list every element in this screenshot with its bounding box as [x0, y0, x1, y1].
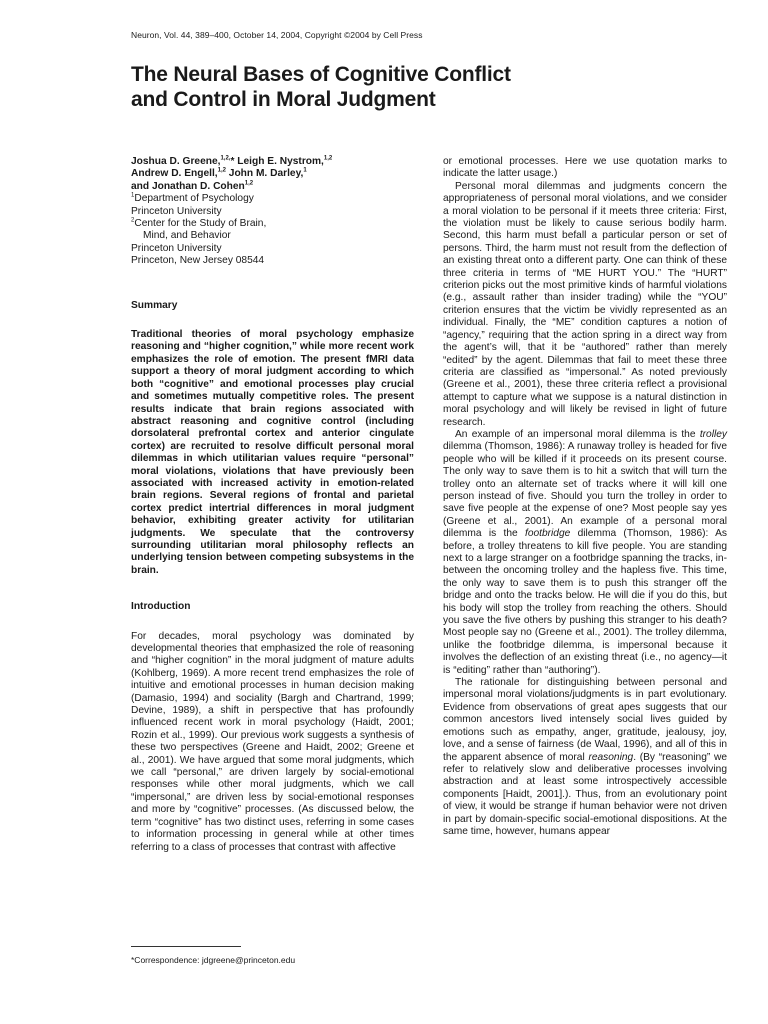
affiliation-line: Princeton University [131, 242, 222, 254]
corresponding-marker: * [230, 156, 235, 167]
affiliation-line: Mind, and Behavior [143, 230, 231, 242]
author-name: Leigh E. Nystrom, [234, 156, 324, 167]
affiliation-marker: 1,2 [323, 155, 333, 162]
affiliation-marker: 1,2, [220, 155, 231, 162]
correspondence-footnote: *Correspondence: jdgreene@princeton.edu [131, 955, 296, 965]
body-paragraph: Personal moral dilemmas and judgments concern the appropriateness of personal moral violations, and we consider a moral violation to be personal if it meets three criteria: First, the violation must be likely to cause serious bodily harm. Second, this harm must befall a particular person or set of persons. Third, the harm must not result from the deflection of an existing threat onto a different party. One can think of these three criteria in terms of “ME HURT YOU.” The “HURT” criterion picks out the most primitive kinds of harmful violations (e.g., assault rather than insider trading) while the “YOU” criterion ensures that the victim be vividly represented as an individual. Finally, the “ME” condition captures a notion of “agency,” requiring that the action spring in a direct way from the agent’s will, that it be “authored” rather than merely “edited” by the agent. Dilemmas that fail to meet these three criteria are classified as “impersonal.” As noted previously (Greene et al., 2001), these three criteria reflect a provisional attempt to capture what we suppose is a natural distinction in moral psychology and will likely be revised in light of future research. [443, 180, 727, 428]
left-column [131, 156, 414, 854]
summary-text: Traditional theories of moral psychology emphasize reasoning and “higher cognition,” while more recent work emphasizes the role of emotion. The present fMRI data support a theory of moral judgment according to which both “cognitive” and emotional processes play crucial and sometimes mutually competitive roles. The present results indicate that brain regions associated with abstract reasoning and cognitive control (including dorsolateral prefrontal cortex and anterior cingulate cortex) are recruited to resolve difficult personal moral dilemmas in which utilitarian values require “personal” moral violations, violations that have previously been associated with increased activity in emotion-related brain regions. Several regions of frontal and parietal cortex predict intertrial differences in moral judgment behavior, exhibiting greater activity for utilitarian judgments. We speculate that the controversy surrounding utilitarian moral philosophy reflects an underlying tension between competing subsystems in the brain. [131, 329, 414, 576]
italic-term: reasoning [588, 751, 634, 763]
italic-term: footbridge [524, 528, 571, 540]
body-paragraph: or emotional processes. Here we use quotation marks to indicate the latter usage.) [443, 156, 727, 180]
summary-heading: Summary [131, 299, 178, 311]
author-line-3 [131, 181, 414, 193]
affiliation-marker: 2 [131, 217, 135, 224]
affiliation-line: Princeton, New Jersey 08544 [131, 255, 265, 267]
title-line-1: The Neural Bases of Cognitive Conflict [131, 63, 511, 86]
affiliation-marker: 1 [131, 192, 135, 199]
author-line-1 [131, 156, 414, 168]
right-column [443, 156, 727, 838]
affiliation-line: Princeton University [131, 205, 222, 217]
footnote-rule [131, 946, 241, 947]
affiliation-marker: 1,2 [217, 168, 226, 175]
author-list [131, 156, 414, 193]
italic-term: trolley [699, 428, 727, 440]
introduction-paragraph: For decades, moral psychology was dominated by developmental theories that emphasized the role of reasoning and “higher cognition” in the moral judgment of mature adults (Kohlberg, 1969). A more recent trend emphasizes the role of intuitive and emotional processes in human decision making (Damasio, 1994) and sociality (Bargh and Chartrand, 1999; Devine, 1989), a shift in perspective that has profoundly influenced recent work in moral psychology (Haidt, 2001; Rozin et al., 1999). Our previous work suggests a synthesis of these two perspectives (Greene and Haidt, 2002; Greene et al., 2001). We have argued that some moral judgments, which we call “personal,” are driven largely by social-emotional responses while other moral judgments, which we call “impersonal,” are driven less by social-emotional responses and more by “cognitive” processes. (As discussed below, the term “cognitive” has two distinct uses, referring in some cases to information processing in general while at other times referring to a class of processes that contrast with affective [131, 630, 414, 853]
affiliation-marker: 1,2 [244, 180, 254, 187]
introduction-heading: Introduction [131, 601, 191, 613]
article-title [131, 62, 691, 112]
title-line-2: and Control in Moral Judgment [131, 88, 436, 111]
author-name: Andrew D. Engell, [131, 168, 218, 180]
body-paragraph: An example of an impersonal moral dilemma is the trolley dilemma (Thomson, 1986): A runaway trolley is headed for five people who will be killed if it proceeds on its present course. The only way to save them is to hit a switch that will turn the trolley onto an alternate set of tracks where it will kill one person instead of five. Should you turn the trolley in order to save five people at the expense of one? Most people say yes (Greene et al., 2001). An example of a personal moral dilemma is the footbridge dilemma (Thomson, 1986): As before, a trolley threatens to kill five people. You are standing next to a large stranger on a footbridge spanning the tracks, in-between the oncoming trolley and the hapless five. This time, the only way to save them is to push this stranger off the bridge and onto the tracks below. He will die if you do this, but his body will stop the trolley from reaching the others. Should you save the five others by pushing this stranger to his death? Most people say no (Greene et al., 2001). The trolley dilemma, unlike the footbridge dilemma, is impersonal because it involves the deflection of an existing threat (i.e., no agency—it is “editing” rather than “authoring”). [443, 428, 727, 676]
affiliation-line: Department of Psychology [134, 193, 254, 205]
author-name: John M. Darley, [225, 168, 304, 180]
body-paragraph: The rationale for distinguishing between personal and impersonal moral violations/judgments is in part evolutionary. Evidence from observations of great apes suggests that our common ancestors lived intensely social lives guided by emotions such as empathy, anger, gratitude, jealousy, joy, love, and a sense of fairness (de Waal, 1996), and all of this in the apparent absence of moral reasoning. (By “reasoning” we refer to relatively slow and deliberative processes involving abstraction and at least some introspectively accessible components [Haidt, 2001].). Thus, from an evolutionary point of view, it would be strange if human behavior were not driven in part by domain-specific social-emotional dispositions. At the same time, however, humans appear [443, 677, 727, 837]
affiliations [131, 193, 414, 267]
journal-citation: Neuron, Vol. 44, 389–400, October 14, 2004, Copyright ©2004 by Cell Press [131, 30, 423, 40]
author-name: and Jonathan D. Cohen [131, 180, 245, 192]
author-line-2 [131, 168, 414, 180]
affiliation-line: Center for the Study of Brain, [134, 218, 267, 230]
affiliation-marker: 1 [303, 168, 307, 175]
author-name: Joshua D. Greene, [131, 156, 221, 167]
